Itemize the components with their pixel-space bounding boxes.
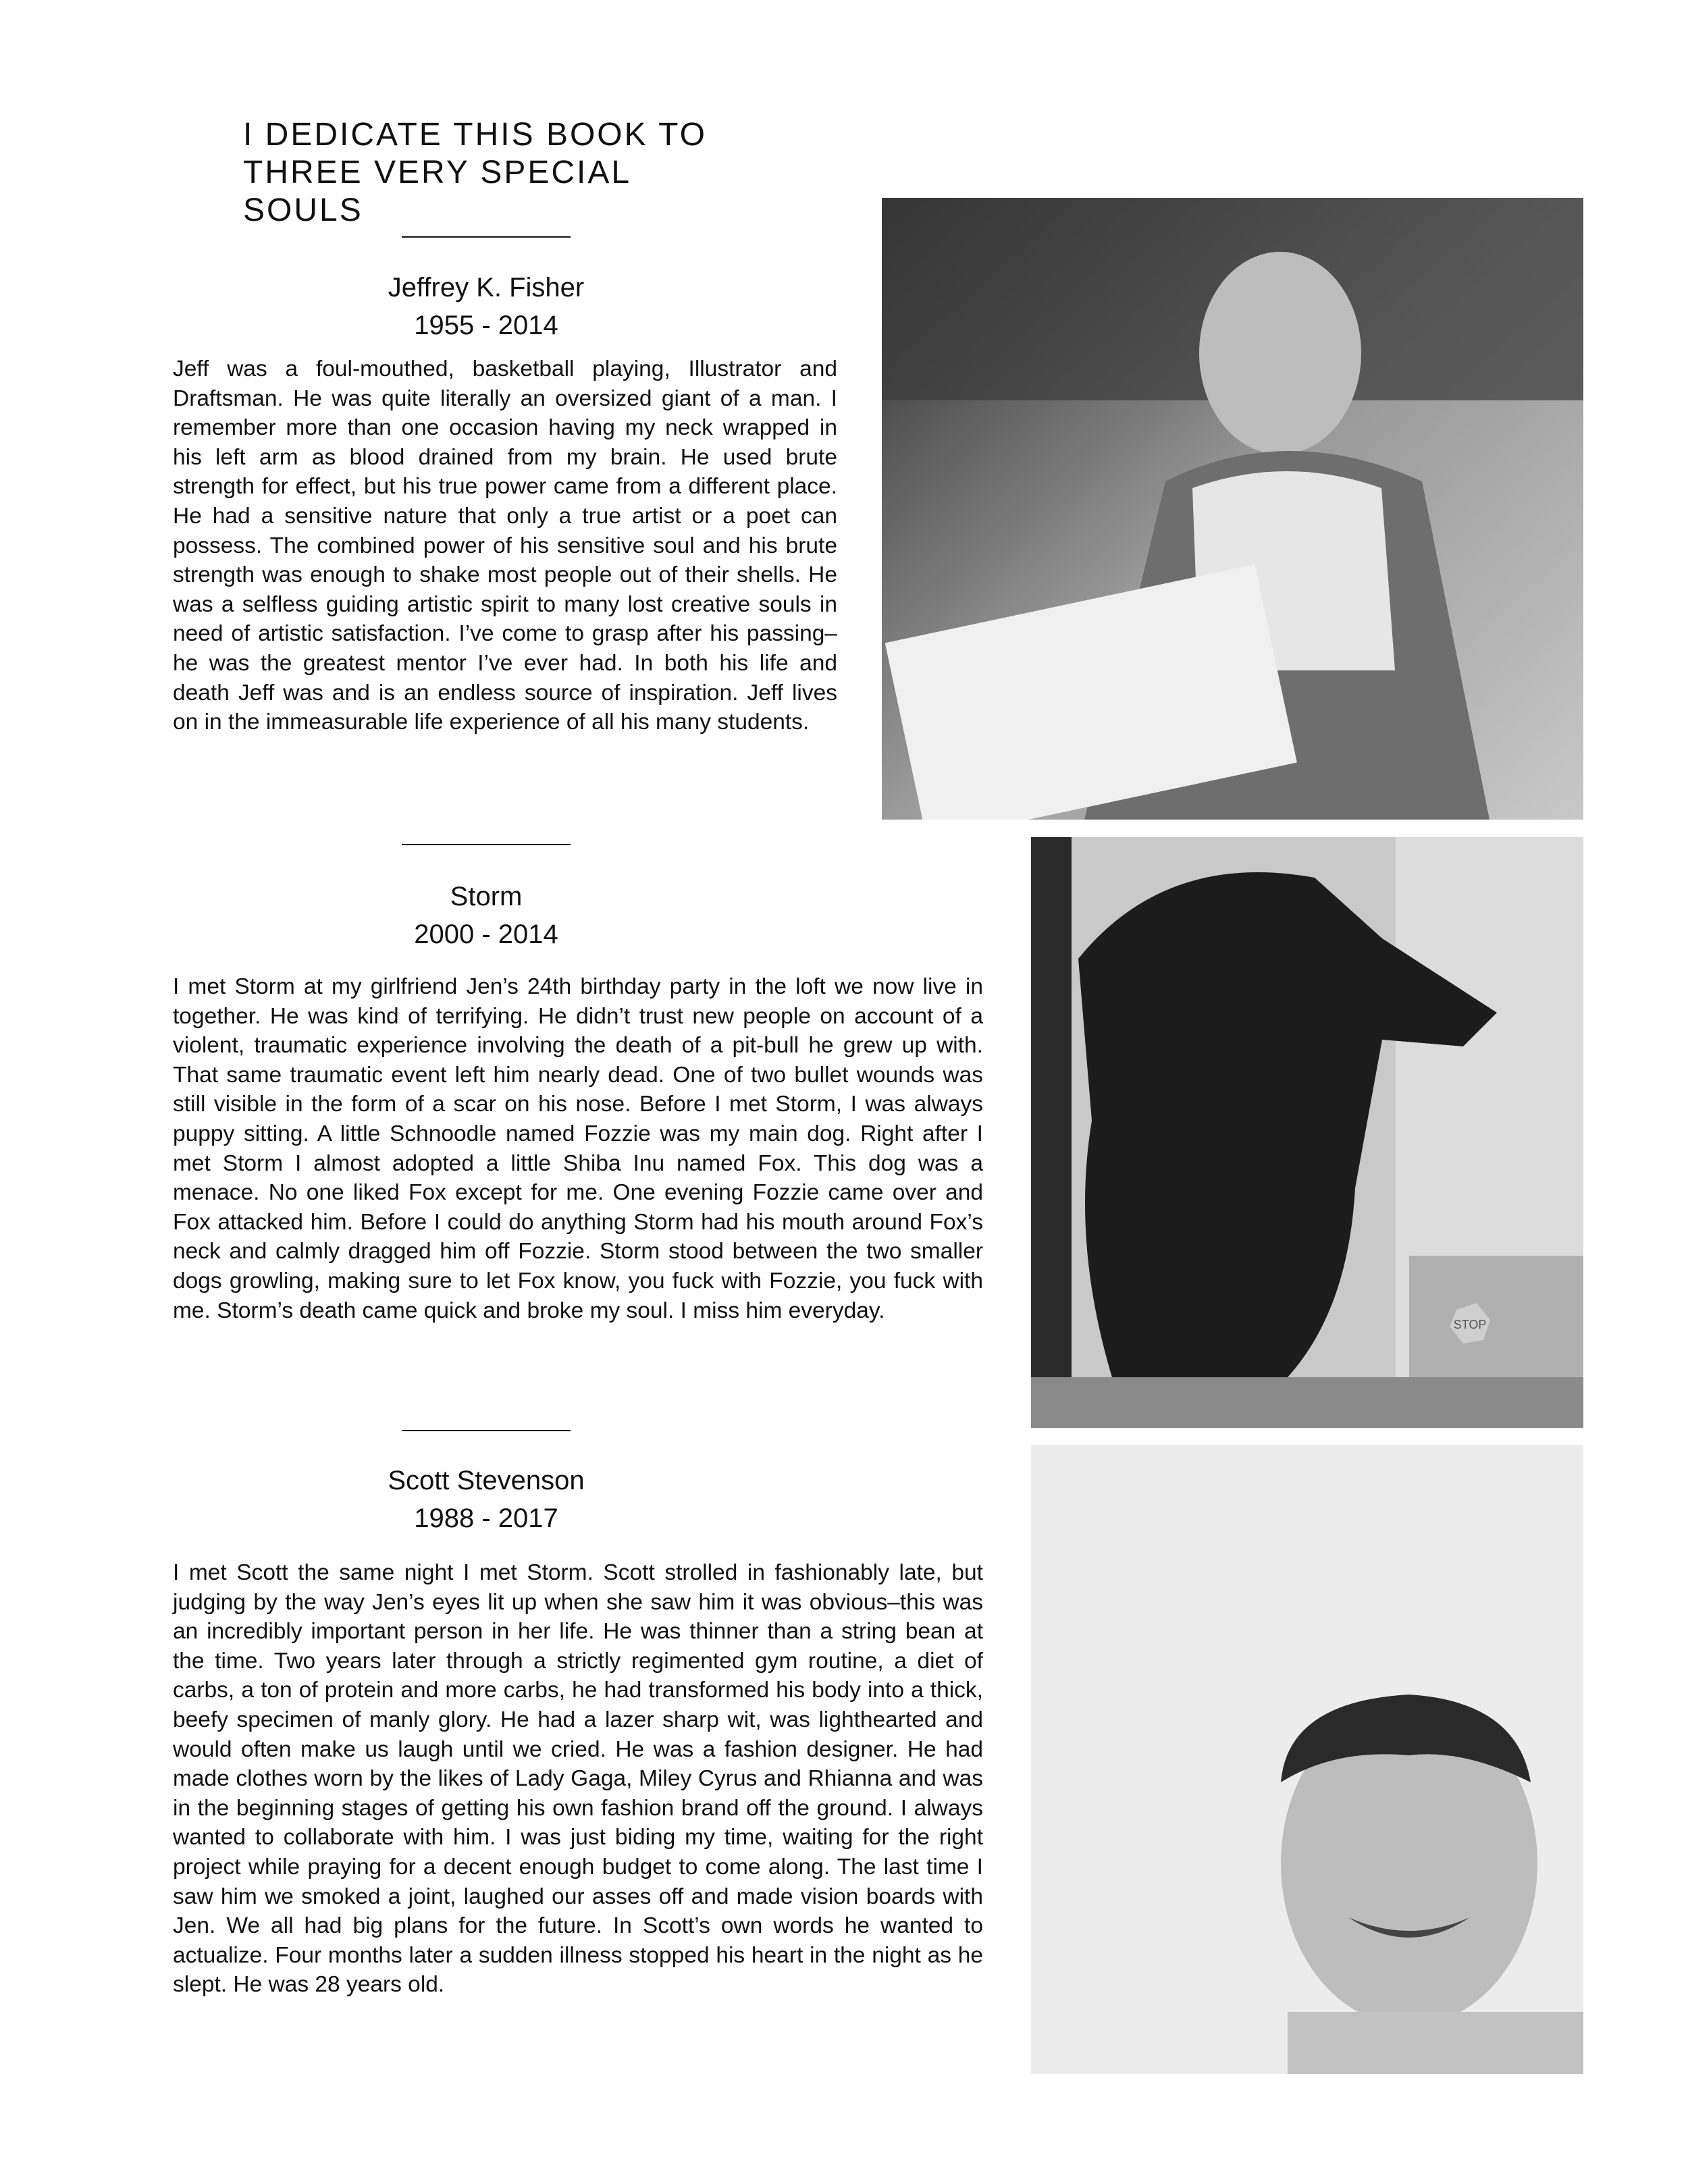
divider-3 (402, 1430, 571, 1431)
section-1-title (284, 269, 689, 344)
section-3-name: Scott Stevenson (388, 1466, 585, 1495)
photo-storm-dog (1031, 837, 1583, 1428)
dedication-line-1: I DEDICATE THIS BOOK TO (243, 117, 707, 153)
dedication-line-2: THREE VERY SPECIAL SOULS (243, 155, 631, 228)
section-1-body: Jeff was a foul-mouthed, basketball playing, Illustrator and Draftsman. He was quite literally an oversized giant of a man. I remember more than one occasion having my neck wrapped in his left arm as blood drained from my brain. He used brute strength for effect, but his true power came from a different place. He had a sensitive nature that only a true artist or a poet can possess. The combined power of his sensitive soul and his brute strength was enough to shake most people out of their shells. He was a selfless guiding artistic spirit to many lost creative souls in need of artistic satisfaction. I’ve come to grasp after his passing–he was the greatest mentor I’ve ever had. In both his life and death Jeff was and is an endless source of inspiration. Jeff lives on in the immeasurable life experience of all his many students. (173, 356, 837, 735)
section-2-title (284, 878, 689, 953)
section-3-body: I met Scott the same night I met Storm. Scott strolled in fashionably late, but judging by the way Jen’s eyes lit up when she saw him it was obvious–this was an incredibly important person in her life. He was thinner than a string bean at the time. Two years later through a strictly regimented gym routine, a diet of carbs, a ton of protein and more carbs, he had transformed his body into a thick, beefy specimen of manly glory. He had a lazer sharp wit, was lighthearted and would often make us laugh until we cried. He was a fashion designer. He had made clothes worn by the likes of Lady Gaga, Miley Cyrus and Rhianna and was in the beginning stages of getting his own fashion brand off the ground. I always wanted to collaborate with him. I was just biding my time, waiting for the right project while praying for a decent enough budget to come along. The last time I saw him we smoked a joint, laughed our asses off and made vision boards with Jen. We all had big plans for the future. In Scott’s own words he wanted to actualize. Four months later a sudden illness stopped his heart in the night as he slept. He was 28 years old. (173, 1560, 983, 1998)
section-2-years: 2000 - 2014 (414, 920, 558, 949)
divider-1 (402, 236, 571, 238)
section-3-title (284, 1462, 689, 1537)
section-1-years: 1955 - 2014 (414, 311, 558, 340)
section-2-body: I met Storm at my girlfriend Jen’s 24th birthday party in the loft we now live in together. He was kind of terrifying. He didn’t trust new people on account of a violent, traumatic experience involving the death of a pit-bull he grew up with. That same traumatic event left him nearly dead. One of two bullet wounds was still visible in the form of a scar on his nose. Before I met Storm, I was always puppy sitting. A little Schnoodle named Fozzie was my main dog. Right after I met Storm I almost adopted a little Shiba Inu named Fox. This dog was a menace. No one liked Fox except for me. One evening Fozzie came over and Fox attacked him. Before I could do anything Storm had his mouth around Fox’s neck and calmly dragged him off Fozzie. Storm stood between the two smaller dogs growling, making sure to let Fox know, you fuck with Fozzie, you fuck with me. Storm’s death came quick and broke my soul. I miss him everyday. (173, 974, 983, 1323)
photo-jeffrey-fisher (882, 198, 1583, 820)
divider-2 (402, 844, 571, 845)
stop-sign-text: STOP (1453, 1318, 1487, 1331)
dedication-heading (243, 116, 729, 230)
section-2-name: Storm (450, 882, 523, 911)
section-3-years: 1988 - 2017 (414, 1503, 558, 1533)
photo-scott-stevenson (1031, 1445, 1583, 2074)
section-1-name: Jeffrey K. Fisher (388, 273, 585, 302)
